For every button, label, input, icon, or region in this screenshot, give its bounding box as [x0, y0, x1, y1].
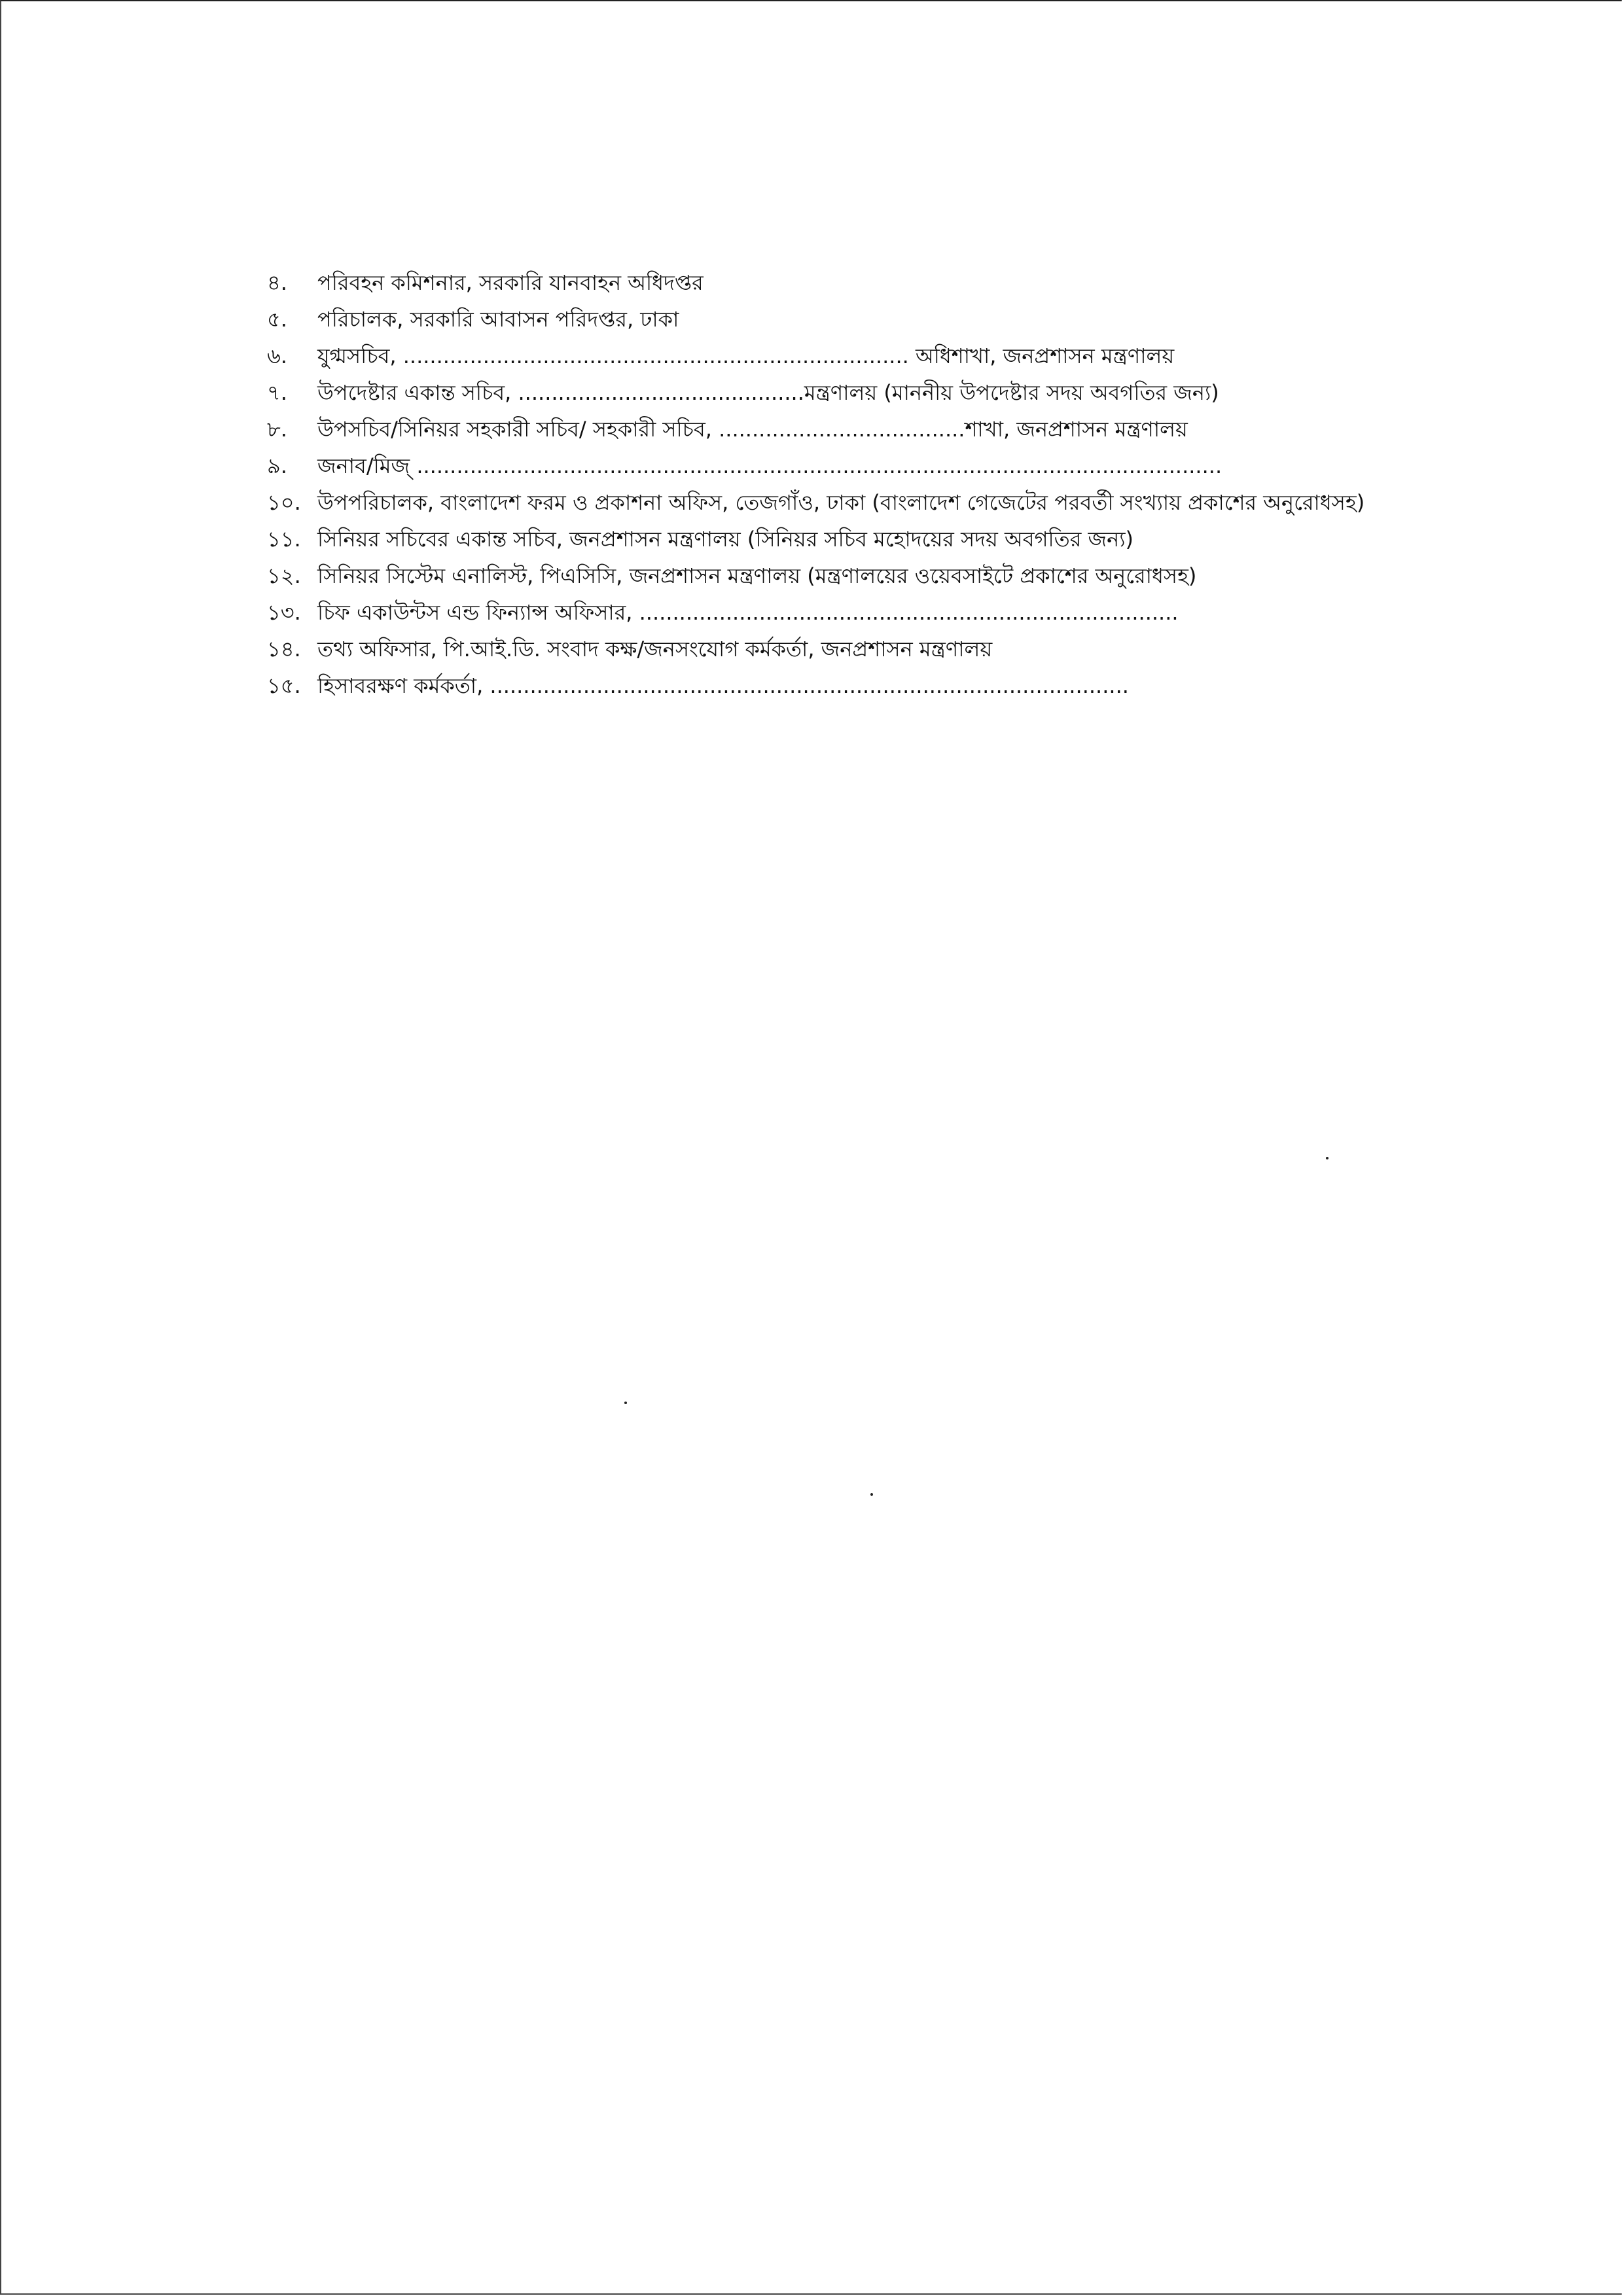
- list-item-text: তথ্য অফিসার, পি.আই.ডি. সংবাদ কক্ষ/জনসংযোগ কর্মকর্তা, জনপ্রশাসন মন্ত্রণালয়: [317, 637, 993, 662]
- list-item: [267, 374, 1393, 411]
- list-item: [267, 484, 1393, 521]
- list-item-text: সিনিয়র সিস্টেম এনালিস্ট, পিএসিসি, জনপ্রশাসন মন্ত্রণালয় (মন্ত্রণালয়ের ওয়েবসাইটে প্রকাশের অনুরোধসহ): [317, 563, 1197, 588]
- list-item-number: ১৫.: [267, 673, 301, 698]
- list-item-text: হিসাবরক্ষণ কর্মকর্তা, ................................................................................................: [317, 673, 1129, 698]
- list-item-text: সিনিয়র সচিবের একান্ত সচিব, জনপ্রশাসন মন্ত্রণালয় (সিনিয়র সচিব মহোদয়ের সদয় অবগতির জন্য): [317, 527, 1133, 552]
- list-item-text: উপপরিচালক, বাংলাদেশ ফরম ও প্রকাশনা অফিস, তেজগাঁও, ঢাকা (বাংলাদেশ গেজেটের পরবর্তী সংখ্যায় প্রকাশের অনুরোধসহ): [317, 490, 1365, 515]
- distribution-list: [267, 264, 1393, 704]
- scan-speck: [624, 1402, 627, 1404]
- list-item: [267, 338, 1393, 374]
- list-item: [267, 264, 1393, 301]
- list-item-number: ৫.: [267, 307, 287, 332]
- list-item-text: জনাব/মিজ্ .........................................................................................................................: [317, 453, 1222, 478]
- list-item: [267, 521, 1393, 557]
- scan-speck: [1326, 1157, 1329, 1159]
- list-item: [267, 631, 1393, 667]
- list-item: [267, 594, 1393, 631]
- list-item: [267, 301, 1393, 338]
- scan-speck: [870, 1493, 873, 1496]
- list-item-text: চিফ একাউন্টস এন্ড ফিন্যান্স অফিসার, .................................................................................: [317, 600, 1179, 625]
- list-item-number: ৪.: [267, 270, 287, 295]
- list-item-text: যুগ্মসচিব, ............................................................................ অধিশাখা, জনপ্রশাসন মন্ত্রণালয়: [317, 344, 1175, 368]
- list-item: [267, 448, 1393, 484]
- list-item-number: ১৩.: [267, 600, 301, 625]
- list-item-text: উপসচিব/সিনিয়র সহকারী সচিব/ সহকারী সচিব, .....................................শাখা, জনপ্রশাসন মন্ত্রণালয়: [317, 417, 1188, 442]
- list-item-number: ৯.: [267, 453, 287, 478]
- list-item: [267, 411, 1393, 448]
- list-item-number: ১৪.: [267, 637, 301, 662]
- list-item-text: পরিবহন কমিশনার, সরকারি যানবাহন অধিদপ্তর: [317, 270, 704, 295]
- list-item-number: ৭.: [267, 380, 287, 405]
- list-item-number: ৮.: [267, 417, 287, 442]
- list-item-number: ১২.: [267, 563, 301, 588]
- list-item-text: পরিচালক, সরকারি আবাসন পরিদপ্তর, ঢাকা: [317, 307, 679, 332]
- list-item-number: ৬.: [267, 344, 287, 368]
- list-item-number: ১০.: [267, 490, 301, 515]
- list-item: [267, 557, 1393, 594]
- list-item-number: ১১.: [267, 527, 301, 552]
- list-item: [267, 667, 1393, 704]
- list-item-text: উপদেষ্টার একান্ত সচিব, ...........................................মন্ত্রণালয় (মাননীয় উপদেষ্টার সদয় অবগতির জন্য): [317, 380, 1219, 405]
